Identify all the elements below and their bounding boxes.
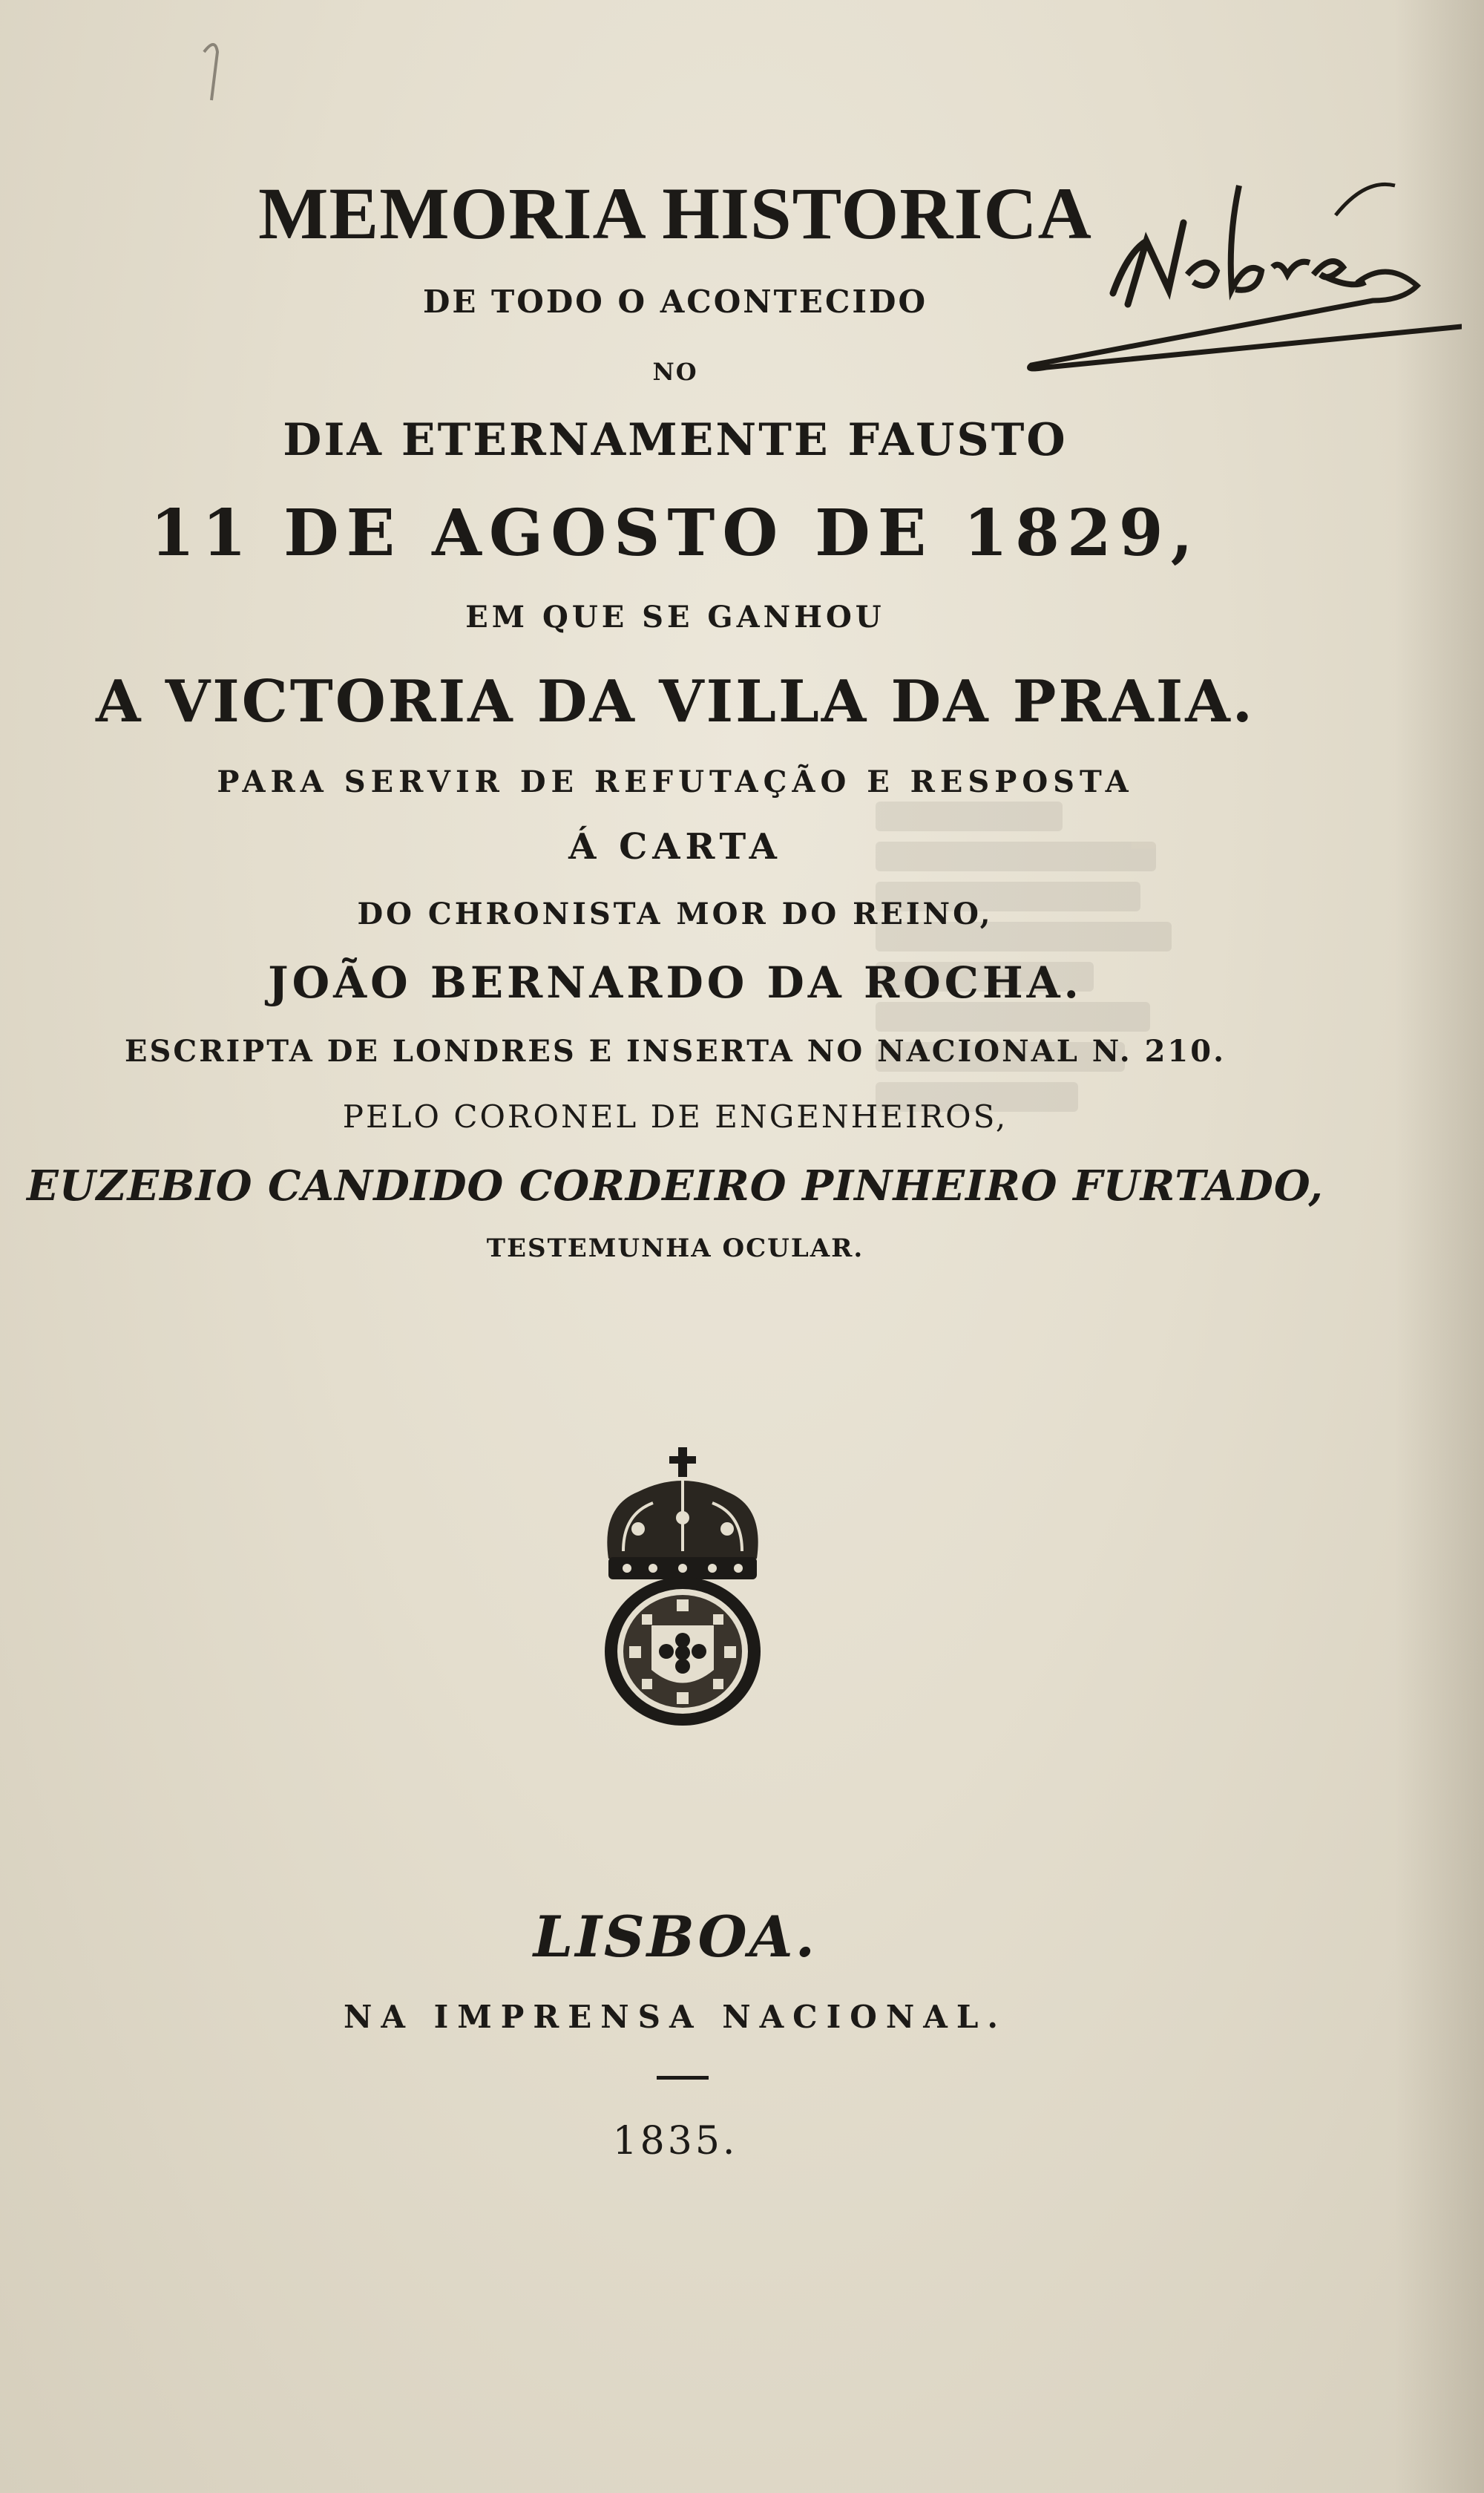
letter-line: Á CARTA bbox=[568, 826, 782, 868]
author-name: EUZEBIO CANDIDO CORDEIRO PINHEIRO FURTADO, bbox=[27, 1162, 1324, 1211]
subtitle-line-2: NO bbox=[652, 358, 698, 386]
subtitle-line-4: EM QUE SE GANHOU bbox=[465, 600, 885, 635]
author-role: TESTEMUNHA OCULAR. bbox=[486, 1234, 864, 1263]
chronicler-title: DO CHRONISTA MOR DO REINO, bbox=[357, 897, 994, 931]
chronicler-name: JOÃO BERNARDO DA ROCHA. bbox=[268, 957, 1083, 1008]
event-date: 11 DE AGOSTO DE 1829, bbox=[150, 496, 1201, 571]
book-title: MEMORIA HISTORICA bbox=[258, 172, 1092, 255]
imprint-city: LISBOA. bbox=[533, 1904, 818, 1970]
written-line: ESCRIPTA DE LONDRES E INSERTA NO NACIONAL N. 210. bbox=[124, 1034, 1227, 1069]
subtitle-line-3: DIA ETERNAMENTE FAUSTO bbox=[283, 414, 1068, 466]
author-intro: PELO CORONEL DE ENGENHEIROS, bbox=[342, 1098, 1008, 1135]
purpose-line: PARA SERVIR DE REFUTAÇÃO E RESPOSTA bbox=[217, 764, 1134, 799]
royal-coat-of-arms-icon bbox=[594, 1447, 772, 1729]
pencil-mark-icon bbox=[189, 30, 249, 111]
divider-rule bbox=[657, 2076, 709, 2080]
victory-line: A VICTORIA DA VILLA DA PRAIA. bbox=[96, 668, 1255, 736]
imprint-year: 1835. bbox=[612, 2119, 738, 2163]
subtitle-line-1: DE TODO O ACONTECIDO bbox=[422, 284, 928, 320]
imprint-press: NA IMPRENSA NACIONAL. bbox=[344, 1999, 1007, 2035]
